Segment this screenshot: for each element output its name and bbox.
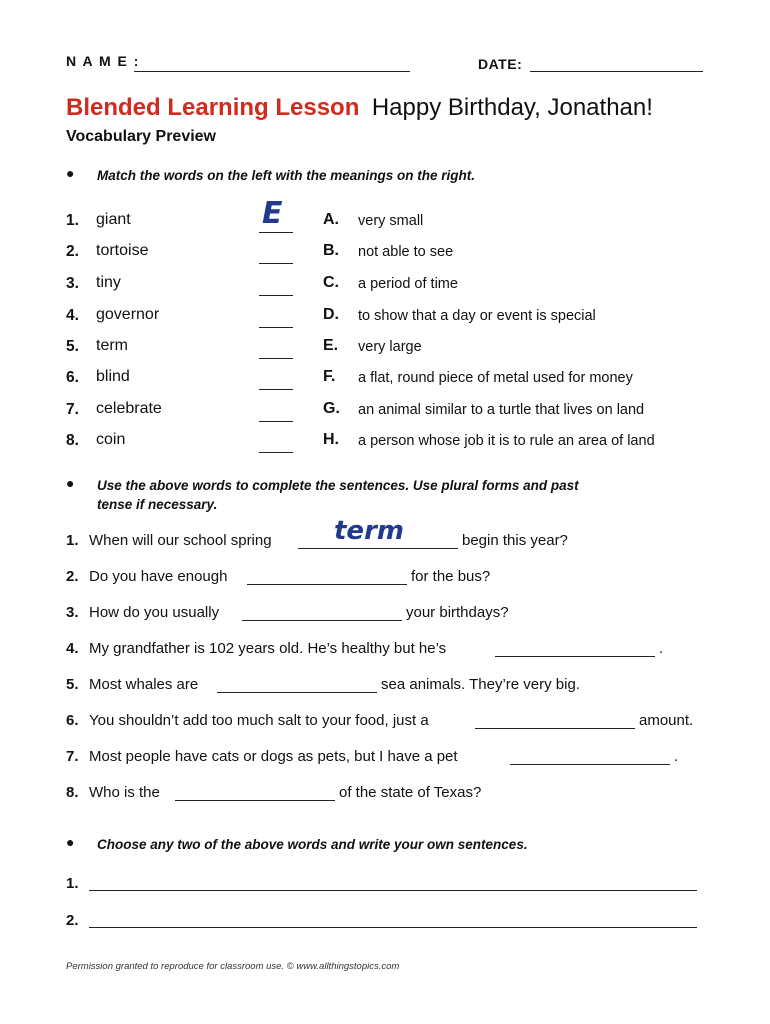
sentence-number: 1. [66,532,79,549]
match-answer-blank[interactable] [259,452,293,453]
word-number: 7. [66,401,79,418]
handwritten-answer-1: E [262,196,283,231]
date-label: DATE: [478,56,523,72]
sentence-number: 8. [66,784,79,801]
word-number: 2. [66,243,79,260]
sentence-text-before: Most whales are [89,676,199,693]
meaning-text: a flat, round piece of metal used for money [358,370,633,386]
footer-permission: Permission granted to reproduce for classroom use. © www.allthingstopics.com [66,961,400,972]
handwritten-answer-term: term [334,516,404,546]
meaning-letter: E. [323,337,339,354]
meaning-letter: H. [323,431,339,448]
sentence-text-after: . [674,748,679,765]
match-answer-blank[interactable] [259,358,293,359]
own-sentence-number: 2. [66,912,79,929]
match-answer-blank[interactable] [259,295,293,296]
meaning-text: a period of time [358,276,458,292]
sentence-answer-blank[interactable] [510,764,670,765]
match-answer-blank[interactable] [259,421,293,422]
date-field[interactable] [530,71,703,72]
sentence-answer-blank[interactable] [495,656,655,657]
meaning-letter: F. [323,368,336,385]
word-number: 5. [66,338,79,355]
meaning-text: very small [358,213,424,229]
word-number: 6. [66,369,79,386]
sentence-text-before: My grandfather is 102 years old. He’s healthy but he’s [89,640,447,657]
vocab-word: tortoise [96,242,149,259]
word-number: 3. [66,275,79,292]
sentence-text-after: begin this year? [462,532,568,549]
name-field[interactable] [134,71,410,72]
vocab-word: blind [96,368,130,385]
section2-instruction [97,476,579,514]
word-number: 8. [66,432,79,449]
sentence-answer-blank[interactable] [175,800,335,801]
page-title [66,94,653,122]
match-answer-blank[interactable] [259,263,293,264]
sentence-text-before: When will our school spring [89,532,272,549]
vocab-word: tiny [96,274,121,291]
sentence-answer-blank[interactable] [242,620,402,621]
own-sentence-line[interactable] [89,927,697,928]
vocab-word: coin [96,431,126,448]
section3-instruction: Choose any two of the above words and write your own sentences. [97,837,528,852]
bullet-icon: ● [66,165,75,181]
sentence-answer-blank[interactable] [298,548,458,549]
title-story: Happy Birthday, Jonathan! [371,94,653,121]
vocab-word: celebrate [96,400,162,417]
sentence-text-after: sea animals. They’re very big. [381,676,580,693]
match-answer-blank[interactable] [259,327,293,328]
vocab-word: term [96,337,128,354]
vocab-word: giant [96,211,131,228]
title-lesson-type: Blended Learning Lesson [66,94,360,121]
sentence-number: 5. [66,676,79,693]
bullet-icon: ● [66,475,75,491]
meaning-text: a person whose job it is to rule an area of land [358,433,655,449]
sentence-text-before: Most people have cats or dogs as pets, but I have a pet [89,748,458,765]
sentence-number: 3. [66,604,79,621]
sentence-number: 4. [66,640,79,657]
section2-instruction-line2: tense if necessary. [97,497,218,512]
meaning-letter: D. [323,306,339,323]
match-answer-blank[interactable] [259,389,293,390]
sentence-text-before: Do you have enough [89,568,228,585]
sentence-answer-blank[interactable] [247,584,407,585]
meaning-letter: B. [323,242,339,259]
sentence-number: 2. [66,568,79,585]
meaning-text: not able to see [358,244,454,260]
meaning-text: an animal similar to a turtle that lives on land [358,402,645,418]
word-number: 4. [66,307,79,324]
sentence-text-after: your birthdays? [406,604,509,621]
section-subtitle: Vocabulary Preview [66,128,216,145]
sentence-text-after: . [659,640,664,657]
bullet-icon: ● [66,834,75,850]
name-label: N A M E : [66,53,140,69]
sentence-text-after: amount. [639,712,694,729]
own-sentence-line[interactable] [89,890,697,891]
sentence-text-before: How do you usually [89,604,220,621]
meaning-letter: G. [323,400,340,417]
meaning-letter: C. [323,274,339,291]
meaning-text: to show that a day or event is special [358,308,596,324]
sentence-text-after: for the bus? [411,568,491,585]
sentence-text-before: You shouldn’t add too much salt to your food, just a [89,712,429,729]
vocab-word: governor [96,306,160,323]
word-number: 1. [66,212,79,229]
sentence-number: 7. [66,748,79,765]
sentence-text-after: of the state of Texas? [339,784,482,801]
meaning-letter: A. [323,211,339,228]
section2-instruction-line1: Use the above words to complete the sentences. Use plural forms and past [97,478,579,493]
match-answer-blank[interactable] [259,232,293,233]
sentence-number: 6. [66,712,79,729]
own-sentence-number: 1. [66,875,79,892]
sentence-answer-blank[interactable] [475,728,635,729]
sentence-answer-blank[interactable] [217,692,377,693]
sentence-text-before: Who is the [89,784,160,801]
meaning-text: very large [358,339,422,355]
section1-instruction: Match the words on the left with the meanings on the right. [97,168,476,183]
